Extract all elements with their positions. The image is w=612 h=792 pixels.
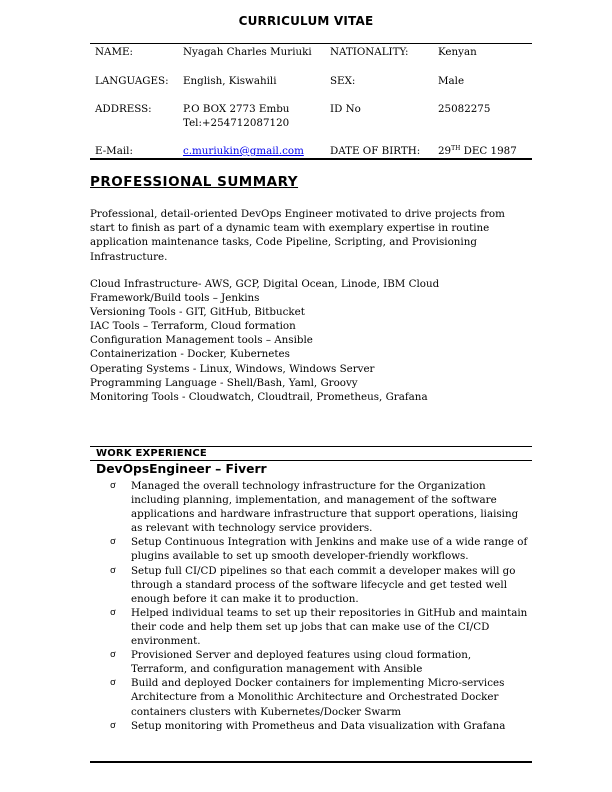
nationality-label: NATIONALITY: [330, 46, 409, 58]
bullet-text: Setup full CI/CD pipelines so that each commit a developer makes will go through a standard process of the software lifecycle and get tested well enough before it can make it to production. [131, 564, 516, 605]
bullet-text: Setup monitoring with Prometheus and Data visualization with Grafana [131, 719, 506, 732]
skill-line: Framework/Build tools – Jenkins [90, 292, 260, 305]
table-top-rule [90, 43, 532, 44]
dob-label: DATE OF BIRTH: [330, 145, 421, 157]
skill-line: Operating Systems - Linux, Windows, Windows Server [90, 362, 375, 375]
skill-line: IAC Tools – Terraform, Cloud formation [90, 320, 296, 333]
bullet-text: Setup Continuous Integration with Jenkins and make use of a wide range of plugins available to set up smooth developer-friendly workflows. [131, 536, 528, 563]
bullet-icon: ơ [110, 607, 116, 618]
email-link[interactable]: c.muriukin@gmail.com [183, 145, 304, 157]
bullet-icon: ơ [110, 650, 116, 661]
list-item [110, 479, 530, 535]
skill-line: Programming Language - Shell/Bash, Yaml, Groovy [90, 376, 358, 389]
bullet-text: Managed the overall technology infrastructure for the Organization including planning, implementation, and management of the software applications and hardware infrastructure that support operations, liaising as relevant with technology service providers. [131, 480, 519, 535]
bullet-icon: ơ [110, 678, 116, 689]
list-item [110, 535, 530, 563]
work-top-rule [90, 446, 532, 447]
address-label: ADDRESS: [95, 103, 152, 115]
skill-line: Monitoring Tools - Cloudwatch, Cloudtrail, Prometheus, Grafana [90, 390, 428, 403]
skill-line: Cloud Infrastructure- AWS, GCP, Digital Ocean, Linode, IBM Cloud [90, 278, 440, 290]
nationality-value: Kenyan [438, 46, 477, 58]
dob-day: 29 [438, 145, 452, 157]
work-heading-rule [90, 460, 532, 461]
languages-label: LANGUAGES: [95, 75, 169, 87]
list-item [110, 648, 530, 676]
bullet-icon: ơ [110, 565, 116, 576]
sex-value: Male [438, 75, 465, 87]
page-bottom-rule [90, 761, 532, 763]
dob-rest: DEC 1987 [460, 145, 517, 157]
skill-line: Containerization - Docker, Kubernetes [90, 348, 290, 361]
list-item [110, 606, 530, 648]
summary-paragraph: Professional, detail-oriented DevOps Engineer motivated to drive projects from start to finish as part of a dynamic team with exemplary expertise in routine application maintenance tasks, Code Pipeline, Scripting, and Provisioning Infrastructure. [90, 208, 505, 263]
bullet-text: Build and deployed Docker containers for implementing Micro-services Architecture from a Monolithic Architecture and Orchestrated Docker containers clusters with Kubernetes/Docker Swarm [131, 677, 505, 718]
dob-suffix: TH [451, 145, 461, 152]
address-line1: P.O BOX 2773 Embu [183, 103, 290, 115]
list-item [110, 719, 530, 733]
languages-value: English, Kiswahili [183, 75, 277, 87]
skills-list [90, 277, 439, 404]
work-heading: WORK EXPERIENCE [96, 448, 207, 459]
table-bottom-rule [90, 158, 532, 160]
name-value: Nyagah Charles Muriuki [183, 46, 312, 58]
skill-line: Configuration Management tools – Ansible [90, 334, 313, 347]
name-label: NAME: [95, 46, 133, 58]
job-title: DevOpsEngineer – Fiverr [96, 462, 267, 476]
list-item [110, 676, 530, 718]
responsibilities-list [110, 479, 530, 733]
email-label: E-Mail: [95, 145, 133, 157]
id-label: ID No [330, 103, 361, 115]
bullet-icon: ơ [110, 537, 116, 548]
bullet-text: Provisioned Server and deployed features using cloud formation, Terraform, and configuration management with Ansible [131, 649, 472, 676]
document-title: CURRICULUM VITAE [238, 14, 374, 28]
bullet-icon: ơ [110, 720, 116, 731]
list-item [110, 564, 530, 606]
bullet-text: Helped individual teams to set up their repositories in GitHub and maintain their code and help them set up jobs that can make use of the CI/CD environment. [131, 606, 528, 648]
bullet-icon: ơ [110, 481, 116, 491]
dob-value [438, 144, 517, 158]
sex-label: SEX: [330, 75, 356, 87]
skill-line: Versioning Tools - GIT, GitHub, Bitbucket [90, 306, 305, 319]
summary-heading: PROFESSIONAL SUMMARY [90, 174, 299, 190]
address-line2: Tel:+254712087120 [183, 117, 290, 129]
id-value: 25082275 [438, 103, 491, 115]
